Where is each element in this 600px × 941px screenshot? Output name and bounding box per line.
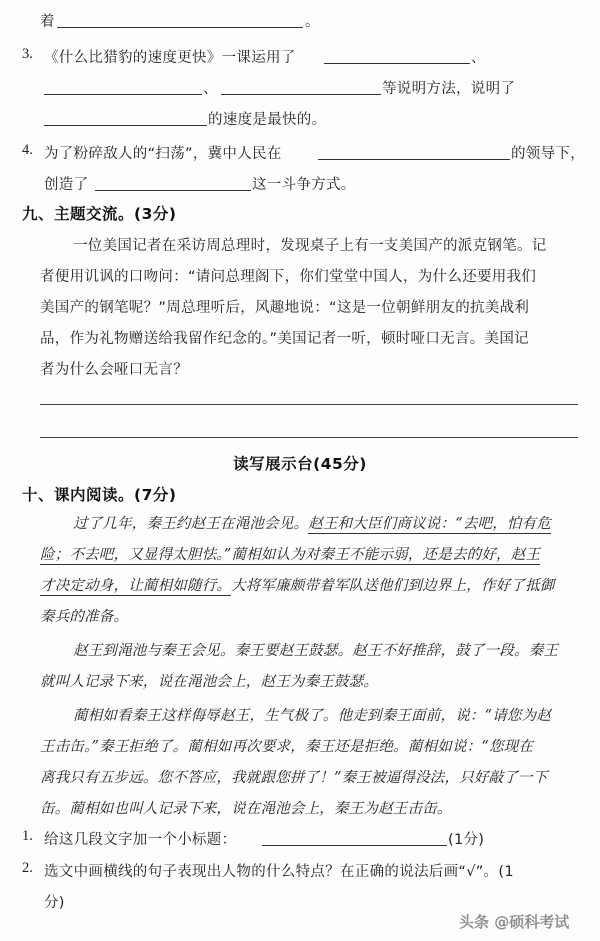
sub-question-2-number: 2. <box>22 860 33 876</box>
question-4-line2-tail: 这一斗争方式。 <box>252 177 356 193</box>
question-4-blank-2[interactable] <box>95 190 251 191</box>
section-nine-paragraph-line-2: 者便用讥讽的口吻问：“请问总理阁下，你们堂堂中国人，为什么还要用我们 <box>40 269 537 285</box>
question-4-line1-text: 为了粉碎敌人的“扫荡”，冀中人民在 <box>44 146 282 162</box>
question-3-line3-tail: 的速度是最快的。 <box>208 112 327 128</box>
sub-question-1-blank[interactable] <box>262 845 447 846</box>
question-3-line1-tail: 、 <box>471 50 486 66</box>
question-3-line1-text: 《什么比猎豹的速度更快》一课运用了 <box>44 50 296 66</box>
section-nine-heading: 九、主题交流。(3分) <box>22 205 177 223</box>
passage-p1-line-2 <box>40 543 540 564</box>
watermark-text: 头条 @硕科考试 <box>459 913 570 931</box>
sub-question-1-text: 给这几段文字加一个小标题： <box>44 832 237 848</box>
passage-p1-line3-underlined: 才决定动身，让蔺相如随行。 <box>40 578 232 594</box>
passage-p1-line3-plain: 大将军廉颇带着军队送他们到边界上，作好了抵御 <box>231 578 555 594</box>
passage-p1-line-3 <box>40 574 555 595</box>
section-banner-title: 读写展示台(45分) <box>233 455 367 473</box>
sub-question-2-line-1: 选文中画横线的句子表现出人物的什么特点？在正确的说法后画“√”。(1 <box>44 864 514 880</box>
sub-question-1-number: 1. <box>22 828 33 844</box>
answer-rule-1[interactable] <box>40 404 578 405</box>
passage-p1-line1-plain: 过了几年，秦王约赵王在渑池会见。 <box>73 516 309 532</box>
passage-p2-line-2: 就叫人记录下来，说在渑池会上，赵王为秦王鼓瑟。 <box>40 674 379 690</box>
section-nine-paragraph-line-3: 美国产的钢笔呢？”周总理听后，风趣地说：“这是一位朝鲜朋友的抗美战利 <box>40 300 530 316</box>
passage-p3-line-3: 离我只有五步远。您不答应，我就跟您拼了！”秦王被逼得没法，只好敲了一下 <box>40 770 548 786</box>
question-3-blank-2[interactable] <box>44 94 202 95</box>
passage-p3-line-1: 蔺相如看秦王这样侮辱赵王，生气极了。他走到秦王面前，说：“请您为赵 <box>73 708 552 724</box>
question-4-line2-head: 创造了 <box>44 177 89 193</box>
question-3-blank-4[interactable] <box>44 125 207 126</box>
question-4-blank-1[interactable] <box>318 159 510 160</box>
question-4-line1-tail: 的领导下， <box>511 146 585 162</box>
passage-p2-line-1: 赵王到渑池与秦王会见。秦王要赵王鼓瑟。赵王不好推辞，鼓了一段。秦王 <box>73 643 559 659</box>
question-3-line2-mid: 、 <box>203 81 218 97</box>
carryover-blank[interactable] <box>57 27 303 28</box>
passage-p3-line-4: 缶。蔺相如也叫人记录下来，说在渑池会上，秦王为赵王击缶。 <box>40 801 452 817</box>
answer-rule-2[interactable] <box>40 437 578 438</box>
question-3-blank-3[interactable] <box>221 94 381 95</box>
sub-question-2-line-2: 分) <box>44 895 65 911</box>
carryover-prefix: 着 <box>40 14 55 30</box>
section-nine-paragraph-line-1: 一位美国记者在采访周总理时，发现桌子上有一支美国产的派克钢笔。记 <box>73 238 547 254</box>
question-4-number: 4. <box>22 142 33 158</box>
passage-p1-line-1 <box>73 512 551 533</box>
section-nine-paragraph-line-4: 品，作为礼物赠送给我留作纪念的。”美国记者一听，顿时哑口无言。美国记 <box>40 331 529 347</box>
passage-p3-line-2: 王击缶。”秦王拒绝了。蔺相如再次要求，秦王还是拒绝。蔺相如说：“您现在 <box>40 739 534 755</box>
question-3-number: 3. <box>22 46 33 62</box>
question-3-line2-tail: 等说明方法，说明了 <box>382 81 516 97</box>
question-3-blank-1[interactable] <box>324 63 470 64</box>
passage-p1-line-4: 秦兵的准备。 <box>40 609 129 625</box>
section-nine-paragraph-line-5: 者为什么会哑口无言？ <box>40 362 188 378</box>
sub-question-1-score: (1分) <box>448 832 485 848</box>
passage-p1-line2-underlined: 险；不去吧，又显得太胆怯。”蔺相如认为对秦王不能示弱，还是去的好，赵王 <box>40 547 541 563</box>
carryover-suffix: 。 <box>305 14 320 30</box>
section-ten-heading: 十、课内阅读。(7分) <box>22 486 177 504</box>
passage-p1-line1-underlined: 赵王和大臣们商议说：“去吧，怕有危 <box>308 516 552 532</box>
